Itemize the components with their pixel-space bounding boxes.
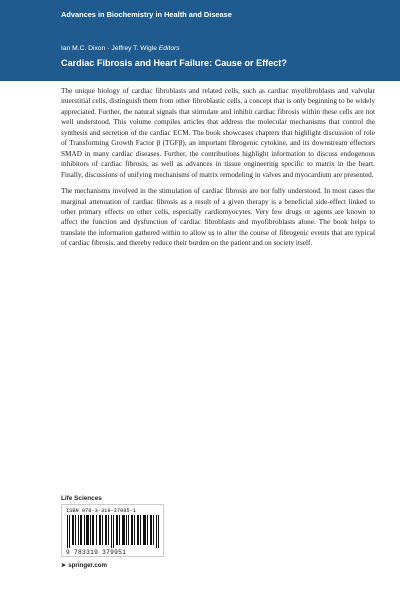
isbn-barcode-box xyxy=(61,504,164,557)
publisher-link[interactable] xyxy=(61,562,107,569)
book-title: Cardiac Fibrosis and Heart Failure: Cause or Effect? xyxy=(61,58,287,68)
editors-role: Editors xyxy=(158,45,180,52)
editors-line xyxy=(61,45,180,52)
description-paragraph: The unique biology of cardiac fibroblasts and related cells, such as cardiac myofibroblasts and valvular interstitial cells, distinguish them from other fibroblastic cells, a concept that is only beginning to be widely appreciated. Further, the natural signals that stimulate and inhibit cardiac fibrosis within these cells are not well understood. This volume compiles articles that address the molecular mechanisms that control the synthesis and secretion of the cardiac ECM. The book showcases chapters that highlight discussion of role of Transforming Growth Factor β (TGFβ), an important fibrogenic cytokine, and its downstream effectors SMAD in many cardiac diseases. Further, the contributions highlight information to discuss endogenous inhibitors of cardiac fibrosis, as well as advances in tissue engineering specific to matrix in the heart. Finally, discussions of unifying mechanisms of matrix remodeling in valves and myocardium are presented. xyxy=(61,87,375,179)
arrow-right-icon: ➤ xyxy=(61,562,67,569)
description xyxy=(61,86,375,255)
barcode-icon xyxy=(65,515,162,548)
publisher-url-text: springer.com xyxy=(68,562,108,569)
editor-separator: · xyxy=(107,45,110,52)
subject-label: Life Sciences xyxy=(61,495,102,502)
barcode-digits: 9 783319 379951 xyxy=(66,549,127,556)
editor-name: Ian M.C. Dixon xyxy=(61,45,106,52)
series-title: Advances in Biochemistry in Health and Disease xyxy=(61,10,232,19)
editor-name: Jeffrey T. Wigle xyxy=(111,45,157,52)
isbn-label: ISBN 978-3-319-37995-1 xyxy=(66,508,136,514)
header-band xyxy=(0,0,400,81)
description-paragraph: The mechanisms involved in the stimulation of cardiac fibrosis are not fully understood. In most cases the marginal attenuation of cardiac fibrosis as a result of a given therapy is a beneficial side-effect linked to other primary effects on other cells, especially cardiomyocytes. Very few drugs or agents are known to affect the function and dysfunction of cardiac fibroblasts and myofibroblasts alone. The book helps to translate the information gathered within to allow us to alter the course of fibrogenic events that are typical of cardiac fibrosis, and thereby reduce their burden on the patient and on society itself. xyxy=(61,187,375,248)
